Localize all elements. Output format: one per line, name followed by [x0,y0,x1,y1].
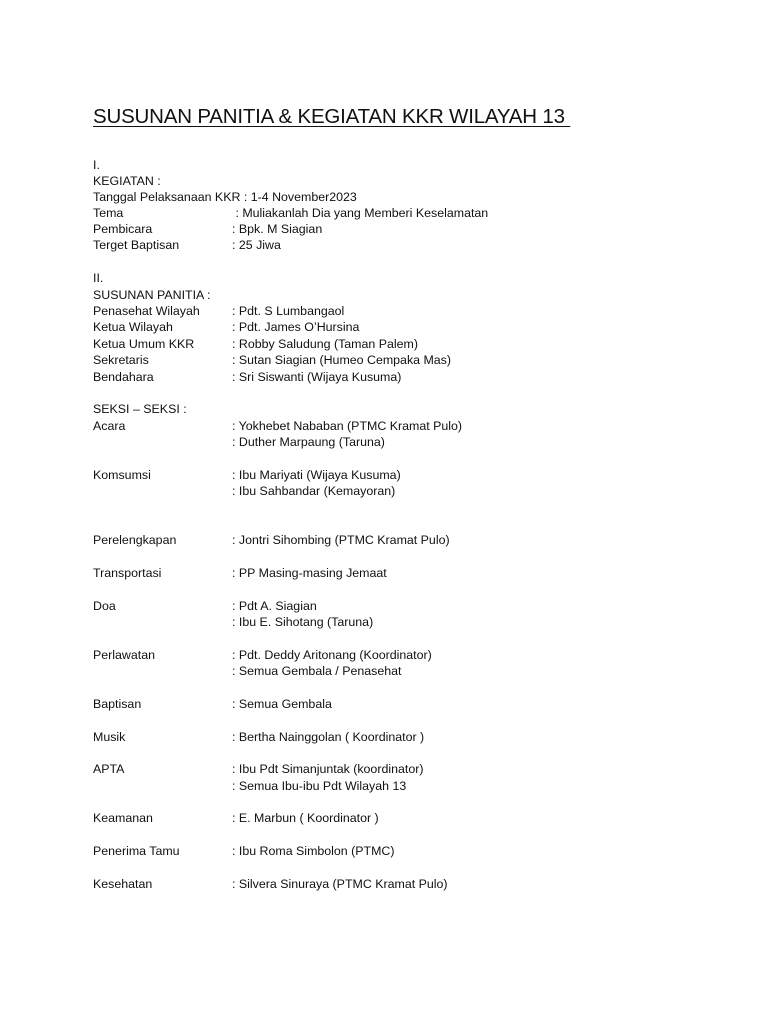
seksi-label-penerima-tamu: Penerima Tamu [93,844,180,858]
seksi-label-doa: Doa [93,599,116,613]
seksi-value-penerima-tamu: : Ibu Roma Simbolon (PTMC) [232,844,395,858]
section-1-number: I. [93,158,100,172]
seksi-value-apta-2: : Semua Ibu-ibu Pdt Wilayah 13 [232,779,407,793]
seksi-heading: SEKSI – SEKSI : [93,402,187,416]
seksi-label-apta: APTA [93,762,125,776]
seksi-label-baptisan: Baptisan [93,697,142,711]
row-label-bendahara: Bendahara [93,370,154,384]
seksi-value-acara-2: : Duther Marpaung (Taruna) [232,435,385,449]
row-value-pembicara: : Bpk. M Siagian [232,222,323,236]
row-label-pembicara: Pembicara [93,222,153,236]
row-value-target-baptisan: : 25 Jiwa [232,238,281,252]
event-date-line: Tanggal Pelaksanaan KKR : 1-4 November2023 [93,190,357,204]
seksi-label-perelengkapan: Perelengkapan [93,533,177,547]
row-value-penasehat-wilayah: : Pdt. S Lumbangaol [232,304,345,318]
row-value-bendahara: : Sri Siswanti (Wijaya Kusuma) [232,370,402,384]
seksi-label-musik: Musik [93,730,126,744]
row-label-tema: Tema [93,206,124,220]
document-title: SUSUNAN PANITIA & KEGIATAN KKR WILAYAH 13 [93,105,571,128]
section-1-heading: KEGIATAN : [93,174,161,188]
seksi-value-komsumsi-2: : Ibu Sahbandar (Kemayoran) [232,484,396,498]
seksi-value-perlawatan-2: : Semua Gembala / Penasehat [232,664,402,678]
seksi-value-baptisan: : Semua Gembala [232,697,332,711]
seksi-value-musik: : Bertha Nainggolan ( Koordinator ) [232,730,425,744]
seksi-label-keamanan: Keamanan [93,811,153,825]
row-label-ketua-umum: Ketua Umum KKR [93,337,195,351]
seksi-label-kesehatan: Kesehatan [93,877,153,891]
seksi-value-komsumsi-1: : Ibu Mariyati (Wijaya Kusuma) [232,468,401,482]
seksi-label-acara: Acara [93,419,126,433]
section-2-number: II. [93,271,104,285]
seksi-label-transportasi: Transportasi [93,566,162,580]
seksi-value-apta-1: : Ibu Pdt Simanjuntak (koordinator) [232,762,424,776]
row-label-target-baptisan: Terget Baptisan [93,238,180,252]
seksi-label-perlawatan: Perlawatan [93,648,155,662]
row-label-ketua-wilayah: Ketua Wilayah [93,320,173,334]
row-value-ketua-wilayah: : Pdt. James O’Hursina [232,320,360,334]
row-label-sekretaris: Sekretaris [93,353,149,367]
row-label-penasehat-wilayah: Penasehat Wilayah [93,304,200,318]
seksi-value-doa-1: : Pdt A. Siagian [232,599,317,613]
seksi-value-kesehatan: : Silvera Sinuraya (PTMC Kramat Pulo) [232,877,448,891]
row-value-tema: : Muliakanlah Dia yang Memberi Keselamatan [232,206,489,220]
seksi-value-perlawatan-1: : Pdt. Deddy Aritonang (Koordinator) [232,648,432,662]
seksi-value-transportasi: : PP Masing-masing Jemaat [232,566,387,580]
row-value-sekretaris: : Sutan Siagian (Humeo Cempaka Mas) [232,353,452,367]
seksi-label-komsumsi: Komsumsi [93,468,151,482]
seksi-value-doa-2: : Ibu E. Sihotang (Taruna) [232,615,374,629]
seksi-value-acara-1: : Yokhebet Nababan (PTMC Kramat Pulo) [232,419,463,433]
section-2-heading: SUSUNAN PANITIA : [93,288,211,302]
seksi-value-perelengkapan: : Jontri Sihombing (PTMC Kramat Pulo) [232,533,450,547]
seksi-value-keamanan: : E. Marbun ( Koordinator ) [232,811,379,825]
row-value-ketua-umum: : Robby Saludung (Taman Palem) [232,337,418,351]
